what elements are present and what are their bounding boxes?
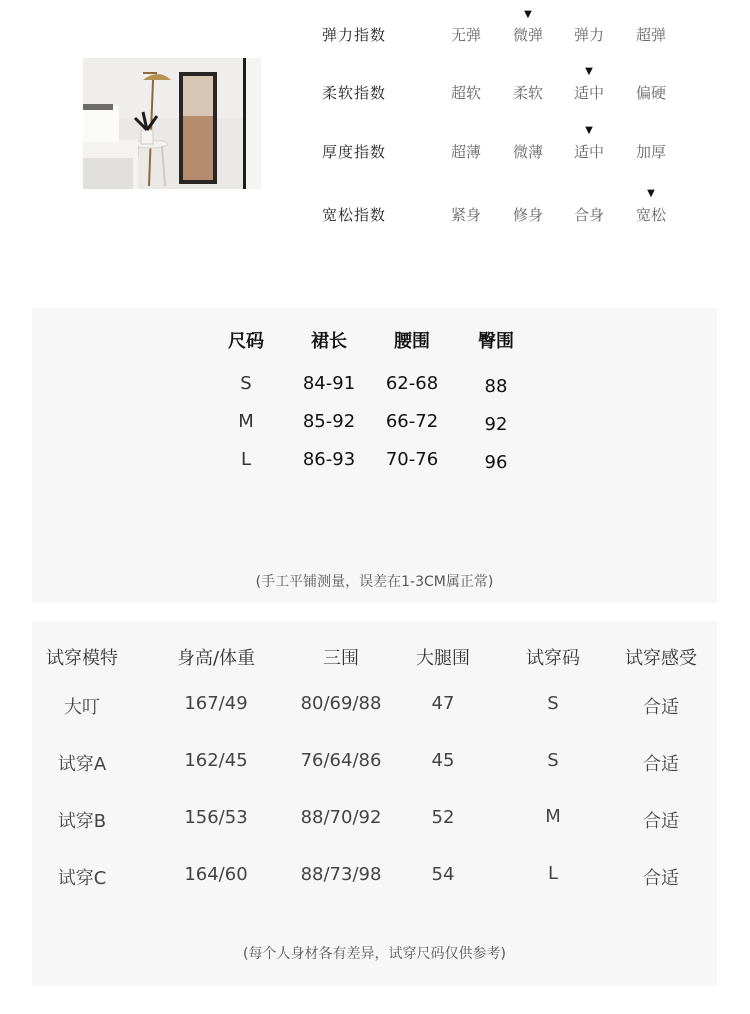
try-on-cell: 试穿B	[57, 811, 107, 832]
size-cell: 66-72	[385, 411, 439, 432]
index-row	[0, 188, 750, 244]
size-cell: 92	[484, 414, 508, 435]
index-option: 适中	[573, 143, 604, 161]
try-on-cell: 合适	[643, 868, 679, 889]
index-row	[0, 125, 750, 181]
index-option: 加厚	[635, 143, 666, 161]
size-cell: 62-68	[385, 373, 439, 394]
size-label: M	[238, 411, 254, 432]
try-on-cell: S	[547, 750, 559, 771]
try-on-header: 三围	[323, 648, 359, 669]
try-on-header: 试穿模特	[46, 648, 118, 669]
try-on-cell: 162/45	[184, 750, 248, 771]
try-on-header: 试穿感受	[625, 648, 697, 669]
try-on-header: 大腿围	[416, 648, 470, 669]
index-label: 柔软指数	[322, 84, 387, 102]
try-on-cell: M	[545, 806, 561, 827]
try-on-cell: 164/60	[184, 864, 248, 885]
size-header: 裙长	[311, 331, 347, 352]
try-on-cell: 52	[431, 807, 455, 828]
selected-marker-icon: ▼	[524, 9, 532, 20]
try-on-note: (每个人身材各有差异，试穿尺码仅供参考)	[243, 946, 506, 962]
try-on-cell: 54	[431, 864, 455, 885]
try-on-cell: 47	[431, 693, 455, 714]
try-on-cell: 156/53	[184, 807, 248, 828]
size-cell: 70-76	[385, 449, 439, 470]
index-option: 宽松	[635, 206, 666, 224]
try-on-panel	[32, 621, 717, 986]
try-on-cell: 合适	[643, 697, 679, 718]
try-on-cell: 45	[431, 750, 455, 771]
index-option: 适中	[573, 84, 604, 102]
size-header: 尺码	[228, 331, 264, 352]
index-option: 紧身	[450, 206, 481, 224]
try-on-cell: 76/64/86	[300, 750, 382, 771]
index-row	[0, 9, 750, 64]
try-on-cell: 88/70/92	[300, 807, 382, 828]
index-option: 修身	[512, 206, 543, 224]
try-on-cell: 合适	[643, 754, 679, 775]
size-note: (手工平铺测量，误差在1-3CM属正常)	[255, 574, 494, 590]
index-option: 偏硬	[635, 84, 666, 102]
size-label: L	[240, 449, 252, 470]
try-on-cell: 大叮	[64, 697, 100, 718]
index-option: 柔软	[512, 84, 543, 102]
try-on-cell: L	[547, 863, 559, 884]
size-chart-panel	[32, 308, 717, 603]
try-on-cell: 88/73/98	[300, 864, 382, 885]
selected-marker-icon: ▼	[585, 66, 593, 77]
try-on-cell: 167/49	[184, 693, 248, 714]
size-cell: 88	[484, 376, 508, 397]
try-on-header: 身高/体重	[176, 648, 256, 669]
try-on-cell: 合适	[643, 811, 679, 832]
index-option: 合身	[573, 206, 604, 224]
index-option: 微薄	[512, 143, 543, 161]
size-cell: 85-92	[302, 411, 356, 432]
index-option: 超弹	[635, 26, 666, 44]
index-label: 厚度指数	[322, 143, 387, 161]
index-option: 无弹	[450, 26, 481, 44]
try-on-cell: 试穿A	[57, 754, 107, 775]
selected-marker-icon: ▼	[585, 125, 593, 136]
size-header: 腰围	[394, 331, 430, 352]
try-on-header: 试穿码	[526, 648, 580, 669]
size-label: S	[240, 373, 252, 394]
size-header: 臀围	[478, 331, 514, 352]
index-option: 微弹	[512, 26, 543, 44]
index-option: 超软	[450, 84, 481, 102]
selected-marker-icon: ▼	[647, 188, 655, 199]
index-row	[0, 66, 750, 122]
index-option: 弹力	[573, 26, 604, 44]
index-label: 宽松指数	[322, 206, 387, 224]
size-cell: 96	[484, 452, 508, 473]
index-label: 弹力指数	[322, 26, 387, 44]
try-on-cell: S	[547, 693, 559, 714]
size-cell: 86-93	[302, 449, 356, 470]
try-on-cell: 试穿C	[57, 868, 107, 889]
try-on-cell: 80/69/88	[300, 693, 382, 714]
size-cell: 84-91	[302, 373, 356, 394]
index-option: 超薄	[450, 143, 481, 161]
